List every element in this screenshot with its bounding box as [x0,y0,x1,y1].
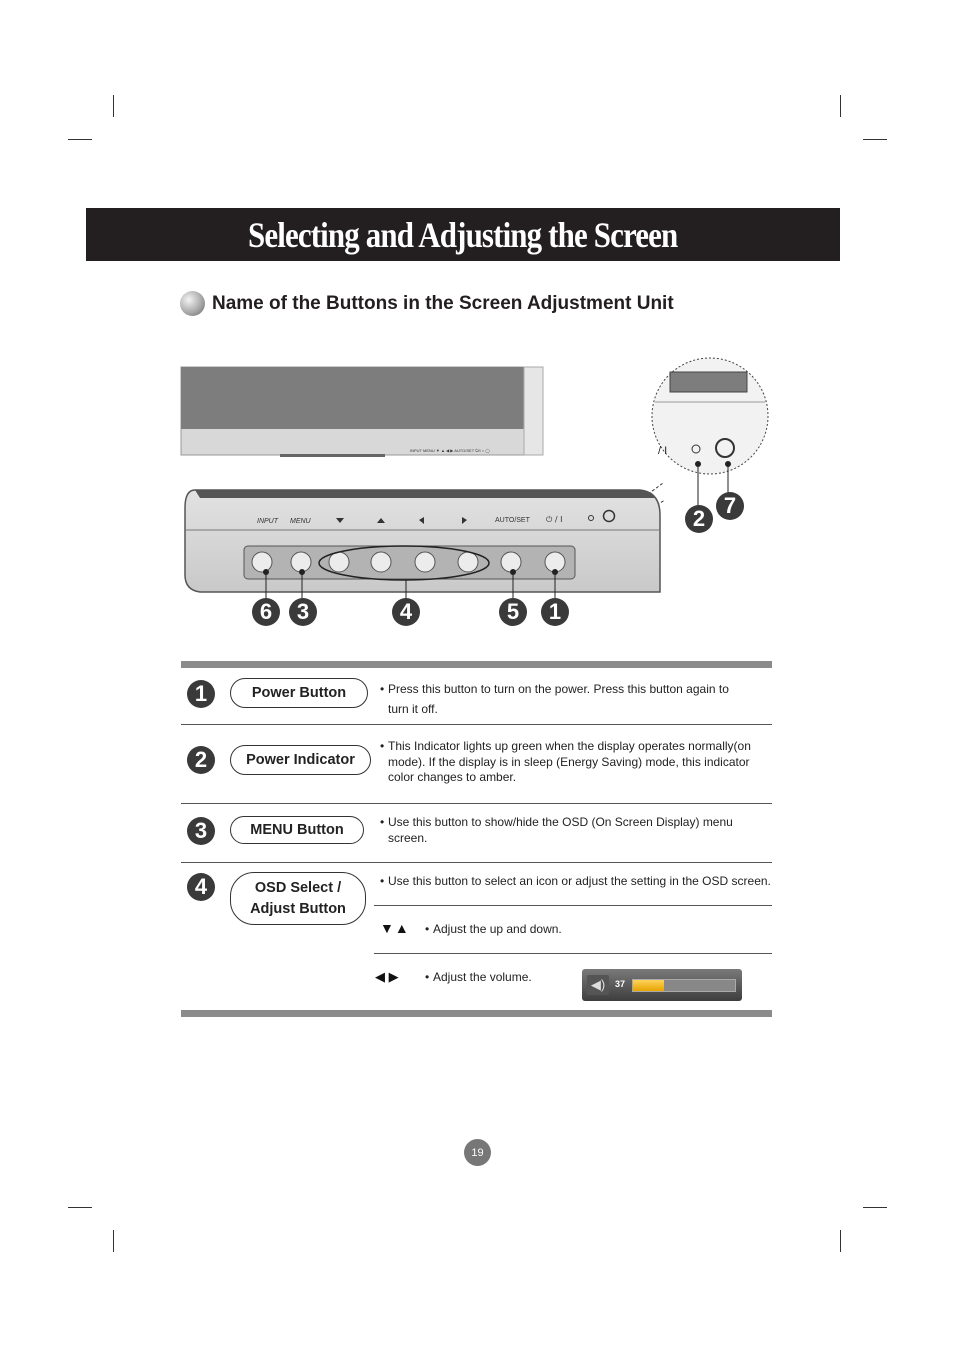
callout-6: 6 [252,598,280,626]
power-indicator-label: Power Indicator [230,745,371,775]
volume-osd [582,969,742,1001]
callout-5: 5 [499,598,527,626]
svg-text:⏻ / I: ⏻ / I [546,515,563,524]
bullet-sphere-icon [180,291,205,316]
volume-value: 37 [615,979,626,989]
monitor-diagram [170,350,780,640]
volume-track [632,979,736,992]
menu-button-label: MENU Button [230,816,364,844]
up-down-arrows-icon: ▼▲ [380,920,410,936]
crop-mark [863,139,887,140]
row-number-2: 2 [187,746,215,774]
svg-text:/ I: / I [658,445,668,457]
svg-text:MENU: MENU [290,518,311,525]
page-number: 19 [464,1139,491,1166]
row-description: • This Indicator lights up green when the display operates normally(on mode). If the display is in sleep (Energy Saving) mode, this indicator color changes to amber. [380,739,751,784]
sub-row-divider [374,953,772,954]
crop-mark [68,1207,92,1208]
crop-mark [113,95,114,117]
crop-mark [68,139,92,140]
row-divider [181,724,772,725]
row-number-1: 1 [187,680,215,708]
monitor-bezel-illustration [181,367,543,457]
row-number-3: 3 [187,817,215,845]
table-top-rule [181,661,772,668]
crop-mark [863,1207,887,1208]
row-divider [181,803,772,804]
sub-row-description: • Adjust the up and down. [425,922,562,936]
row-description: • Press this button to turn on the power. Press this button again to turn it off. [380,682,729,716]
speaker-icon: ◀) [587,975,609,995]
crop-mark [840,1230,841,1252]
svg-text:AUTO/SET: AUTO/SET [495,517,530,524]
svg-text:INPUT: INPUT [257,518,278,525]
callout-1: 1 [541,598,569,626]
crop-mark [113,1230,114,1252]
callout-4: 4 [392,598,420,626]
svg-text:INPUT MENU ▼ ▲ ◀ ▶ AUTO/: INPUT MENU ▼ ▲ ◀ ▶ AUTO/SET ⏻/I ○ ◯ [410,448,490,453]
page-title: Selecting and Adjusting the Screen [248,214,678,255]
section-heading [180,291,674,316]
row-divider [181,862,772,863]
osd-select-adjust-label: OSD Select / Adjust Button [230,872,366,925]
control-panel-illustration [185,490,660,600]
callout-3: 3 [289,598,317,626]
callout-7: 7 [716,492,744,520]
title-bar [86,208,840,261]
table-bottom-rule [181,1010,772,1017]
left-right-arrows-icon: ◀ ▶ [375,969,399,984]
volume-level-fill [633,980,664,991]
row-description: • Use this button to select an icon or adjust the setting in the OSD screen. [380,874,771,888]
power-button-label: Power Button [230,678,368,708]
sub-row-description: • Adjust the volume. [425,970,532,984]
crop-mark [840,95,841,117]
row-description: • Use this button to show/hide the OSD (On Screen Display) menu screen. [380,815,733,845]
sub-row-divider [374,905,772,906]
row-number-4: 4 [187,873,215,901]
callout-2: 2 [685,505,713,533]
section-heading-text: Name of the Buttons in the Screen Adjustment Unit [212,292,674,314]
